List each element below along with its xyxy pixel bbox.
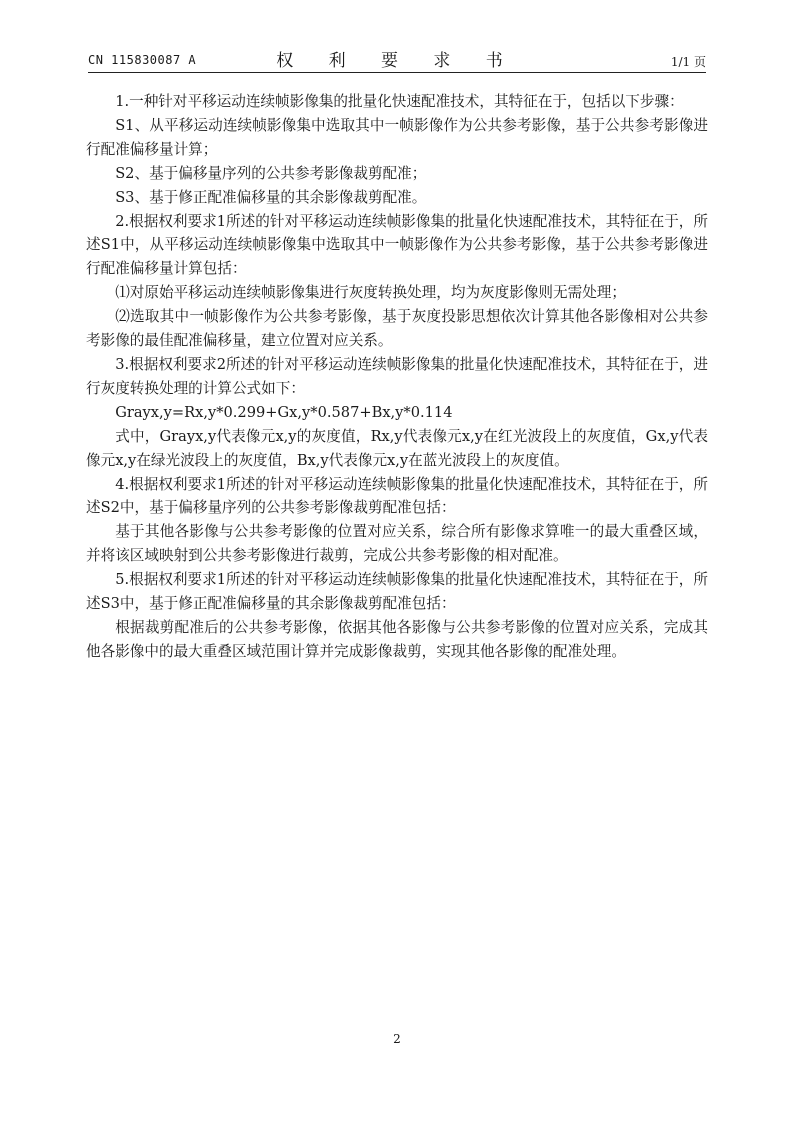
publication-number: CN 115830087 A [88,53,197,67]
claim-1-preamble: 1.一种针对平移运动连续帧影像集的批量化快速配准技术，其特征在于，包括以下步骤： [115,93,684,110]
claim-4-preamble: 4.根据权利要求1所述的针对平移运动连续帧影像集的批量化快速配准技术，其特征在于，所述S2中，基于偏移量序列的公共参考影像裁剪配准包括： [86,475,708,517]
document-title: 权 利 要 求 书 [276,51,518,71]
claim-2-preamble: 2.根据权利要求1所述的针对平移运动连续帧影像集的批量化快速配准技术，其特征在于，所述S1中，从平移运动连续帧影像集中选取其中一帧影像作为公共参考影像，基于公共参考影像进行配准偏移量计算包括： [86,212,708,278]
claim-1-step-s1: S1、从平移运动连续帧影像集中选取其中一帧影像作为公共参考影像，基于公共参考影像进行配准偏移量计算； [86,116,708,158]
claim-3-definitions: 式中，Grayx,y代表像元x,y的灰度值，Rx,y代表像元x,y在红光波段上的灰度值，Gx,y代表像元x,y在绿光波段上的灰度值，Bx,y代表像元x,y在蓝光波段上的灰度值。 [86,427,708,469]
claim-2-item-2: ⑵选取其中一帧影像作为公共参考影像，基于灰度投影思想依次计算其他各影像相对公共参考影像的最佳配准偏移量，建立位置对应关系。 [86,308,708,350]
page-header [88,44,706,73]
claim-2-item-1: ⑴对原始平移运动连续帧影像集进行灰度转换处理，均为灰度影像则无需处理； [115,284,626,302]
claim-4-body: 基于其他各影像与公共参考影像的位置对应关系，综合所有影像求算唯一的最大重叠区域，并将该区域映射到公共参考影像进行裁剪，完成公共参考影像的相对配准。 [86,523,708,565]
claim-5-preamble: 5.根据权利要求1所述的针对平移运动连续帧影像集的批量化快速配准技术，其特征在于，所述S3中，基于修正配准偏移量的其余影像裁剪配准包括： [86,571,708,613]
page-of-indicator: 1/1 页 [670,55,706,69]
claim-1-step-s3: S3、基于修正配准偏移量的其余影像裁剪配准。 [115,188,427,206]
claim-5-body: 根据裁剪配准后的公共参考影像，依据其他各影像与公共参考影像的位置对应关系，完成其他各影像中的最大重叠区域范围计算并完成影像裁剪，实现其他各影像的配准处理。 [86,618,708,660]
page-number: 2 [393,1032,401,1046]
claims-body [86,90,708,664]
claim-3-formula: Grayx,y=Rx,y*0.299+Gx,y*0.587+Bx,y*0.114 [115,403,453,421]
claim-3-preamble: 3.根据权利要求2所述的针对平移运动连续帧影像集的批量化快速配准技术，其特征在于，进行灰度转换处理的计算公式如下： [86,355,708,397]
claim-1-step-s2: S2、基于偏移量序列的公共参考影像裁剪配准； [115,164,427,182]
